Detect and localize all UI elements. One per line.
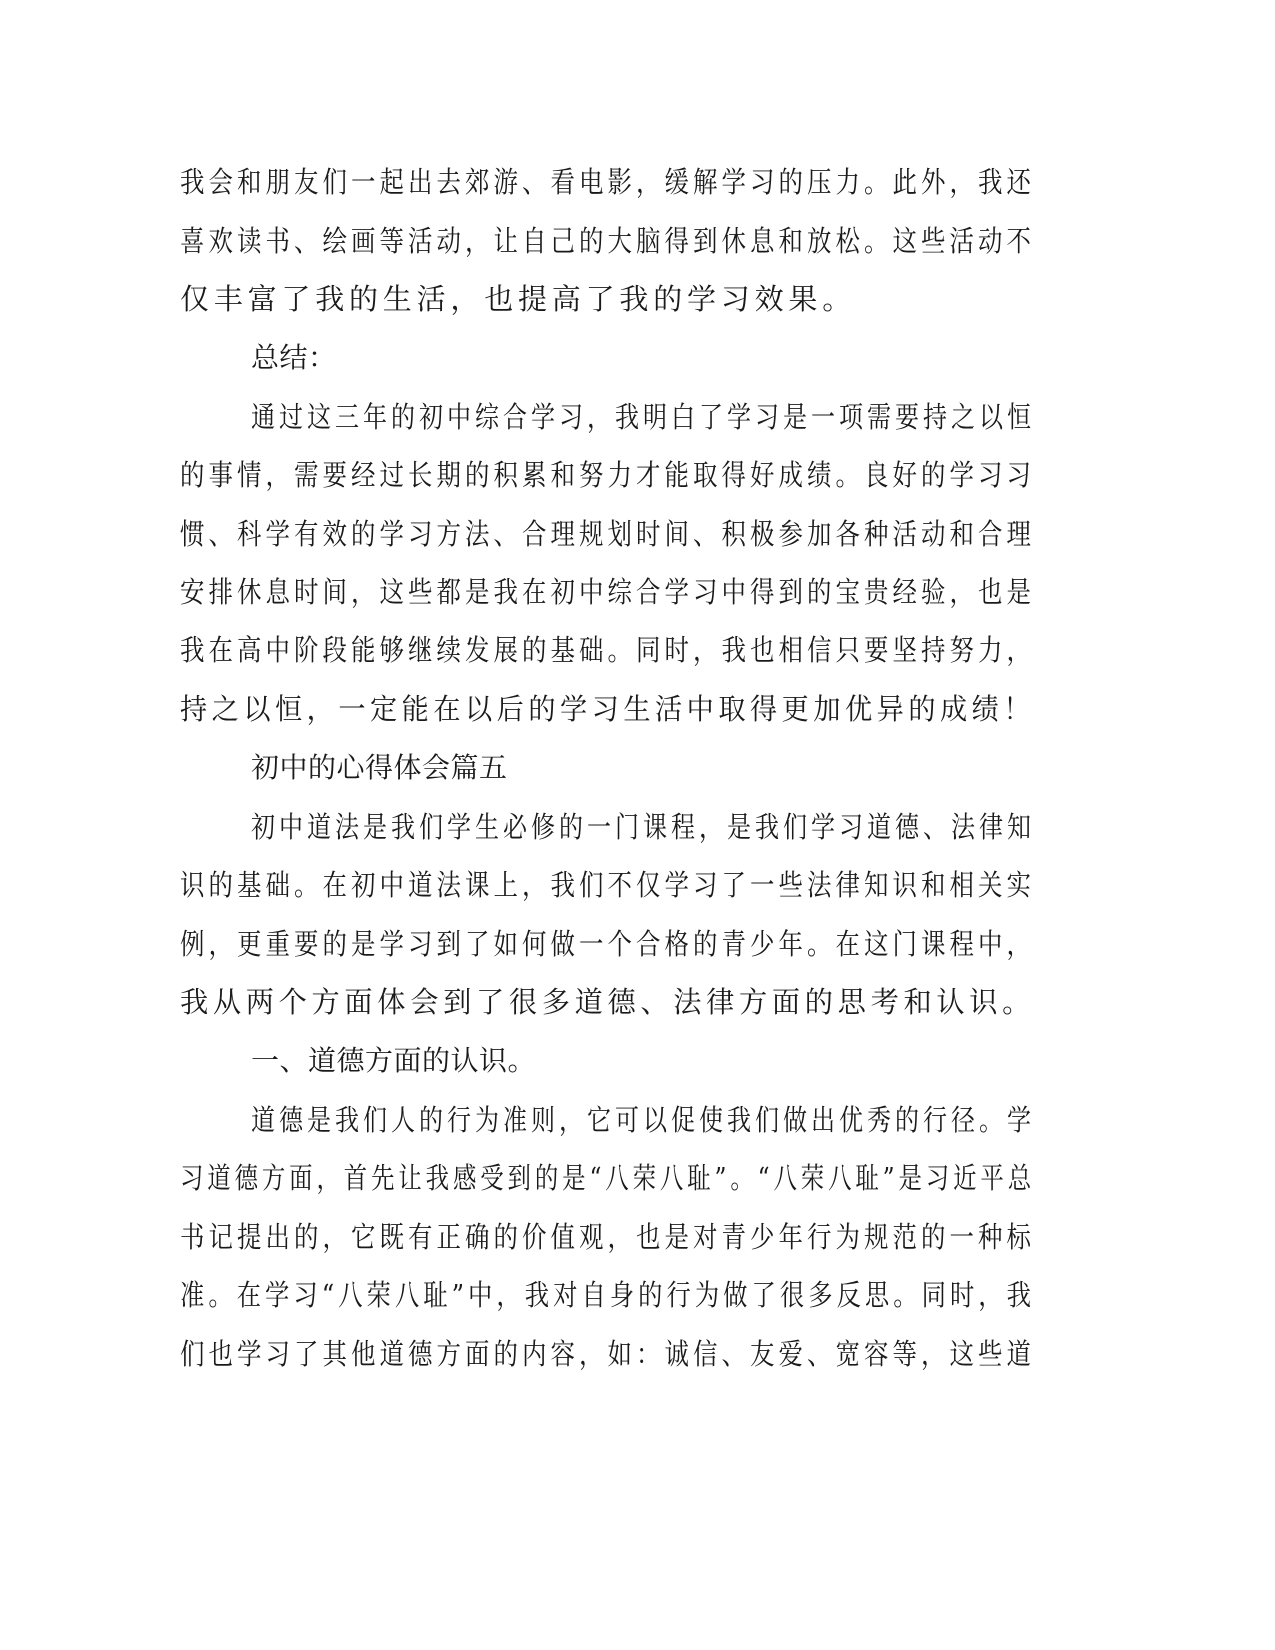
text-line (0, 1207, 1275, 1267)
text-line (0, 504, 1275, 564)
text-line (0, 387, 1275, 447)
line-text: 书记提出的，它既有正确的价值观，也是对青少年行为规范的一种标 (180, 1220, 1035, 1254)
section-heading (0, 1031, 1275, 1091)
text-line (0, 152, 1275, 212)
line-text: 道德是我们人的行为准则，它可以促使我们做出优秀的行径。学 (251, 1103, 1035, 1137)
text-line (0, 914, 1275, 974)
line-text: 我从两个方面体会到了很多道德、法律方面的思考和认识。 (180, 985, 1035, 1019)
line-text: 喜欢读书、绘画等活动，让自己的大脑得到休息和放松。这些活动不 (180, 224, 1035, 258)
line-text: 习道德方面，首先让我感受到的是“八荣八耻”。“八荣八耻”是习近平总 (180, 1161, 1035, 1195)
heading-text: 初中的心得体会篇五 (251, 751, 508, 784)
text-line (0, 211, 1275, 271)
line-text: 的事情，需要经过长期的积累和努力才能取得好成绩。良好的学习习 (180, 458, 1035, 492)
text-line (0, 562, 1275, 622)
line-text: 惯、科学有效的学习方法、合理规划时间、积极参加各种活动和合理 (180, 517, 1035, 551)
text-line (0, 1265, 1275, 1325)
line-text: 识的基础。在初中道法课上，我们不仅学习了一些法律知识和相关实 (180, 868, 1035, 902)
section-heading (0, 328, 1275, 388)
heading-text: 总结： (251, 341, 337, 374)
text-line (0, 1324, 1275, 1384)
line-text: 我会和朋友们一起出去郊游、看电影，缓解学习的压力。此外，我还 (180, 165, 1035, 199)
text-line (0, 269, 1275, 329)
line-text: 持之以恒，一定能在以后的学习生活中取得更加优异的成绩！ (180, 692, 1035, 726)
line-text: 准。在学习“八荣八耻”中，我对自身的行为做了很多反思。同时，我 (180, 1278, 1035, 1312)
text-line (0, 620, 1275, 680)
line-text: 我在高中阶段能够继续发展的基础。同时，我也相信只要坚持努力， (180, 633, 1035, 667)
line-text: 安排休息时间，这些都是我在初中综合学习中得到的宝贵经验，也是 (180, 575, 1035, 609)
text-line (0, 1148, 1275, 1208)
line-text: 例，更重要的是学习到了如何做一个合格的青少年。在这门课程中， (180, 927, 1035, 961)
text-line (0, 445, 1275, 505)
heading-text: 一、道德方面的认识。 (251, 1044, 537, 1077)
text-line (0, 1090, 1275, 1150)
section-heading (0, 738, 1275, 798)
text-line (0, 972, 1275, 1032)
text-line (0, 679, 1275, 739)
line-text: 仅丰富了我的生活，也提高了我的学习效果。 (180, 282, 857, 316)
line-text: 通过这三年的初中综合学习，我明白了学习是一项需要持之以恒 (251, 400, 1035, 434)
text-line (0, 855, 1275, 915)
text-line (0, 797, 1275, 857)
line-text: 初中道法是我们学生必修的一门课程，是我们学习道德、法律知 (251, 810, 1035, 844)
line-text: 们也学习了其他道德方面的内容，如：诚信、友爱、宽容等，这些道 (180, 1337, 1035, 1371)
